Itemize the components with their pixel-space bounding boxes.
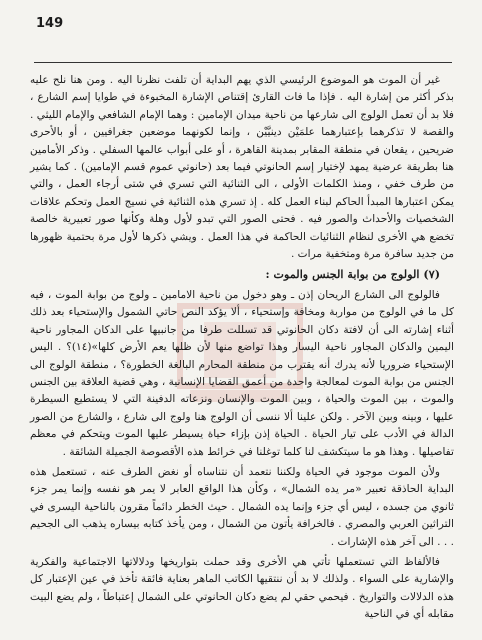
section-heading: (٧) الولوج من بوابة الجنس والموت : [265, 267, 440, 282]
header-divider [34, 62, 452, 63]
page-body [30, 72, 454, 627]
body-paragraph: ولأن الموت موجود في الحياة ولكننا نتعمد أن نتناساه أو نغض الطرف عنه ، تستعمل هذه البداية الحاذقة تعبير «مر يده الشمال» ، وكأن هذا الواقع العابر لا يمر هو نفسه وإنما يمر جزء ثانوي من جسده ، ليس أي جزء وإنما يده الشمال . حيث الخطر دائماً مقرون بالناحية اليسرى في التراثين العربي والمصري . فالخرافة يأتون من الشمال ، ومن يأخذ كتابه بيساره يذهب الى الجحيم . . . الى آخر هذه الإشارات . [30, 465, 454, 548]
body-paragraph: غير أن الموت هو الموضوع الرئيسي الذي يهم البداية أن تلفت نظرنا اليه . ومن هنا نلح عليه بذكر أكثر من إشارة اليه . فإذا ما فات القارئ إقتناص الإشارة المخبوءة في طوايا إسم الشارع ، فلا بد أن تعمل الولوج الى شارعها من ناحية ميدان الإمامين : وهما الإمام الشافعي والإمام الليثي . والقصة لا تذكرهما بإعتبارهما علمَيْن دينيَّيْن ، وإنما لكونهما موضعين جغرافيين ، أو بالأحرى ضريحين ، يقعان في منطقة المقابر بمدينة القاهرة ، أو على أبواب عالمها السفلي . وذكر الأمامين هنا بطريقة عرضية يمهد لإختيار إسم الحانوتي فيما بعد (حانوتي عموم قسم الإمامين) . كما يشير من طرف خفي ، ومنذ الكلمات الأولى ، الى الثنائية التي تسري في شتى أرجاء العمل ، والتي يمكن اعتبارها المبدأ الحاكم لبناء العمل كله . إذ تسري هذه الثنائية في نسيج العمل وتحكم علاقات الشخصيات والأحداث والصور فيه . فحتى الصور التي تبدو لأول وهلة وكأنها صور تعبيرية خالصة تخضع هي الأخرى لنظام الثنائيات الحاكمة في هذا العمل . ويشي ذكرها لأول مرة بحتمية ظهورها من جديد سافرة مرة ومتخفية مرات . [30, 74, 454, 261]
body-paragraph: فالألفاظ التي تستعملها تأتي هي الأخرى وقد حملت بتواريخها ودلالاتها الاجتماعية والفكرية والإشارية على السواء . ولذلك لا بد أن ننتقيها الكاتب الماهر بعناية فائقة تأخذ في عين الإعتبار كل هذه الدلالات والتواريخ . فيحمي حقي لم يضع دكان الحانوتي على الشمال إعتباطاً ، ولم يضع البيت مقابله أي في الناحية [30, 555, 454, 621]
page-number: 149 [36, 16, 64, 31]
body-paragraph: فالولوج الى الشارع الريحان إذن ـ وهو دخول من ناحية الامامين ـ ولوج من بوابة الموت ، فيه كل ما في الولوج من مواربة ومخافة وإستحياء ، ألا يؤكد النص حاتي الشمول والإستحياء بعد ذلك أثناء إشارته الى أن لافتة دكان الحانوتي قد تسللت طرفا من جانبيها على الدكان المجاور ناحية اليمين والدكان المجاور ناحية اليسار وهذا تواضع منها لأن ظلها يعم الأرض كلها»(١٤)؟ . اليس الإستحياء ضروريا لأنه يدرك أنه يقترب من منطقة المحارم البالغة الخطورة؟ ، منطقة الولوج الى الجنس من بوابة الموت لمعالجة واحدة من أعمق القضايا الإنسانية ، وهي قضية العلاقة بين الجنس والموت ، بين الموت والحياة ، وبين الموت والإنسان ونزعاته الدفينة التي لا يستطيع السيطرة عليها ، وبينه وبين الآخر . ولكن علينا ألا ننسى أن الولوج هنا ولوج الى شارع ، والشارع من الصور الدالة في الأدب على تيار الحياة . الحياة إذن بإزاء حياة يسيطر عليها الموت ويتحكم في معظم تفاصيلها . وهذا هو ما سيتكشف لنا كلما توغلنا في خرائط هذه الأقصوصة الجميلة الشائقة . [30, 288, 454, 458]
